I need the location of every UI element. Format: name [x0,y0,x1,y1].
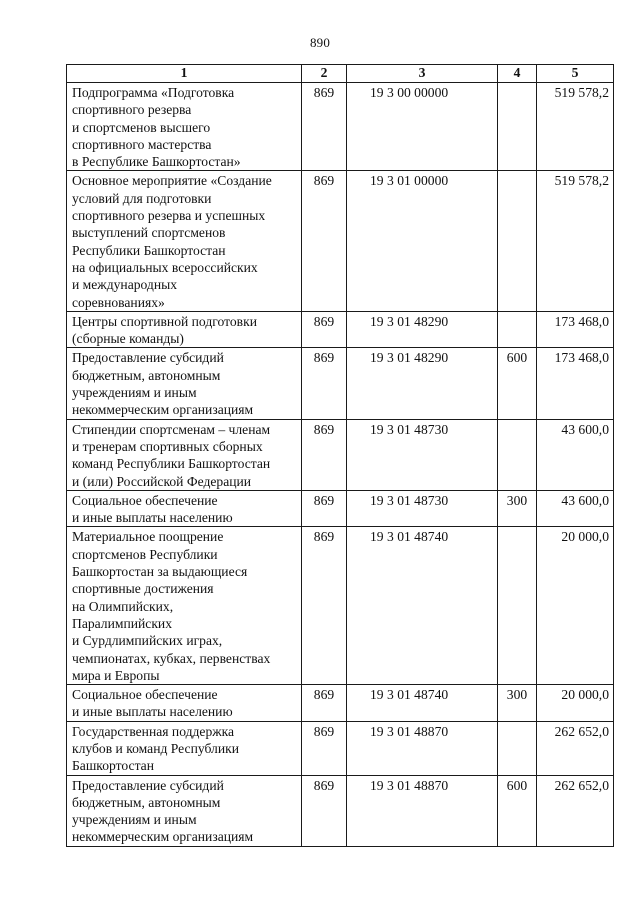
row-name-cell [67,171,302,311]
row-name-cell [67,348,302,419]
row-name-line: и международных [72,277,178,293]
row-grbs-cell: 869 [302,83,347,171]
page-number: 890 [309,35,331,50]
row-vr-cell [498,419,537,490]
row-name-line: Подпрограмма «Подготовка [72,85,235,100]
row-vr-cell: 300 [498,490,537,527]
row-csr-cell: 19 3 01 48730 [347,490,498,527]
row-name-cell [67,490,302,527]
row-grbs-cell: 869 [302,348,347,419]
row-csr-cell: 19 3 01 48870 [347,721,498,775]
row-name-line: спортсменов Республики [72,546,218,562]
row-name-line: и спортсменов высшего [72,119,211,135]
row-name-line: чемпионатах, кубках, первенствах [72,650,271,666]
row-csr-cell: 19 3 00 00000 [347,83,498,171]
row-name-cell [67,527,302,685]
row-name-line: соревнованиях» [72,294,165,310]
row-name-line: Социальное обеспечение [72,687,218,703]
row-sum-cell: 173 468,0 [537,348,614,419]
row-name-line: выступлений спортсменов [72,225,226,241]
row-csr-cell: 19 3 01 48740 [347,527,498,685]
row-sum-cell: 262 652,0 [537,775,614,846]
row-name-line: бюджетным, автономным [72,367,221,383]
row-grbs-cell: 869 [302,419,347,490]
row-grbs-cell: 869 [302,685,347,722]
column-header-name: 1 [67,65,302,83]
table-row [67,419,614,490]
row-name-line: клубов и команд Республики [72,740,239,756]
row-name-line: Паралимпийских [72,615,172,631]
header-row [67,65,614,83]
row-name-line: Социальное обеспечение [72,492,218,508]
table-row [67,527,614,685]
row-name-line: учреждениям и иным [72,812,197,828]
row-sum-cell: 262 652,0 [537,721,614,775]
table-row [67,490,614,527]
row-name-line: бюджетным, автономным [72,794,221,810]
row-name-line: Государственная поддержка [72,723,235,739]
row-name-line: на официальных всероссийских [72,259,258,275]
row-csr-cell: 19 3 01 48290 [347,311,498,348]
column-header-vr: 4 [498,65,537,83]
table-header [67,65,614,83]
table-row [67,721,614,775]
table-row [67,775,614,846]
row-name-line: (сборные команды) [72,331,184,347]
row-sum-cell: 519 578,2 [537,171,614,311]
row-name-line: Основное мероприятие «Создание [72,173,272,189]
row-grbs-cell: 869 [302,775,347,846]
row-csr-cell: 19 3 01 48870 [347,775,498,846]
row-name-line: и Сурдлимпийских играх, [72,633,223,649]
row-sum-cell: 43 600,0 [537,490,614,527]
row-name-line: Предоставление субсидий [72,777,224,793]
row-name-cell [67,721,302,775]
column-header-grbs: 2 [302,65,347,83]
row-name-cell [67,419,302,490]
row-name-line: и иные выплаты населению [72,510,233,526]
row-sum-cell: 173 468,0 [537,311,614,348]
table-row [67,348,614,419]
row-name-line: спортивного резерва и успешных [72,208,266,224]
row-vr-cell [498,721,537,775]
table-body [67,83,614,847]
row-name-line: Предоставление субсидий [72,350,224,366]
row-sum-cell: 20 000,0 [537,527,614,685]
row-name-line: и тренерам спортивных сборных [72,438,263,454]
row-grbs-cell: 869 [302,721,347,775]
table-row [67,311,614,348]
table-row [67,171,614,311]
row-name-line: Башкортостан за выдающиеся [72,564,248,580]
row-name-line: спортивные достижения [72,581,214,597]
row-grbs-cell: 869 [302,311,347,348]
row-grbs-cell: 869 [302,490,347,527]
row-name-line: Материальное поощрение [72,529,224,545]
row-vr-cell [498,171,537,311]
row-csr-cell: 19 3 01 48290 [347,348,498,419]
row-vr-cell: 300 [498,685,537,722]
row-name-line: некоммерческим организациям [72,829,254,845]
row-name-cell [67,775,302,846]
row-name-line: условий для подготовки [72,190,212,206]
row-sum-cell: 519 578,2 [537,83,614,171]
row-vr-cell: 600 [498,348,537,419]
row-name-line: на Олимпийских, [72,598,174,614]
row-name-line: мира и Европы [72,667,160,683]
row-name-cell [67,311,302,348]
row-vr-cell [498,83,537,171]
row-name-line: и (или) Российской Федерации [72,473,252,489]
row-name-cell [67,83,302,171]
row-name-line: Стипендии спортсменам – членам [72,421,271,437]
row-name-line: учреждениям и иным [72,385,197,401]
row-grbs-cell: 869 [302,171,347,311]
row-sum-cell: 20 000,0 [537,685,614,722]
row-name-line: некоммерческим организациям [72,402,254,418]
row-name-line: спортивного резерва [72,102,192,118]
table-row [67,685,614,722]
row-name-line: Республики Башкортостан [72,242,226,258]
row-name-cell [67,685,302,722]
row-vr-cell [498,311,537,348]
row-vr-cell: 600 [498,775,537,846]
table-row [67,83,614,171]
budget-table [66,64,614,847]
row-name-line: Башкортостан [72,758,154,774]
row-name-line: спортивного мастерства [72,136,212,152]
column-header-sum: 5 [537,65,614,83]
row-grbs-cell: 869 [302,527,347,685]
row-csr-cell: 19 3 01 48730 [347,419,498,490]
row-name-line: в Республике Башкортостан» [72,154,241,170]
row-vr-cell [498,527,537,685]
row-name-line: и иные выплаты населению [72,704,233,720]
column-header-csr: 3 [347,65,498,83]
row-sum-cell: 43 600,0 [537,419,614,490]
row-name-line: команд Республики Башкортостан [72,456,271,472]
row-csr-cell: 19 3 01 00000 [347,171,498,311]
row-name-line: Центры спортивной подготовки [72,313,257,329]
row-csr-cell: 19 3 01 48740 [347,685,498,722]
